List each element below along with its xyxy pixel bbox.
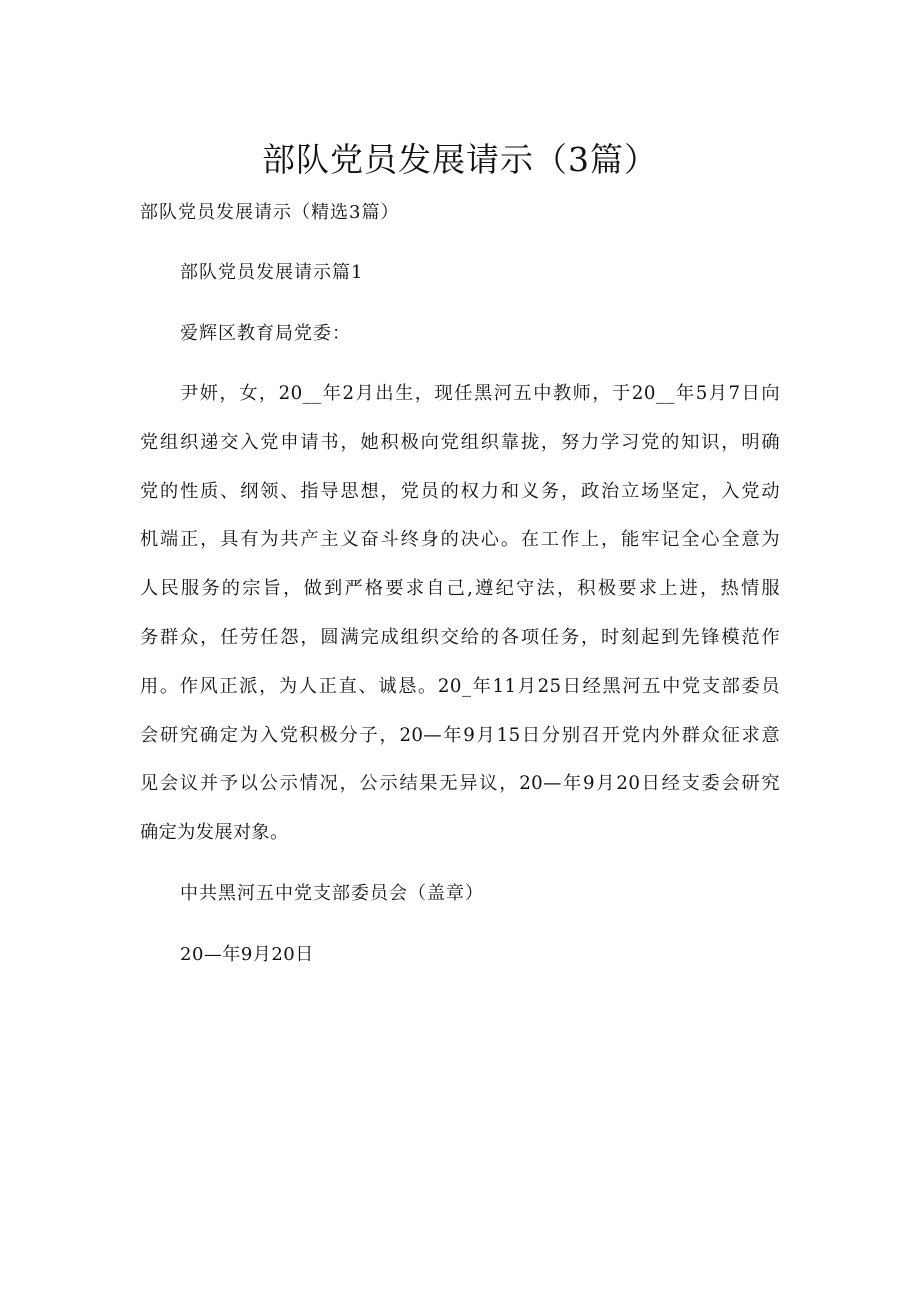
body-paragraph bbox=[140, 380, 780, 868]
body-line: 党组织递交入党申请书，她积极向党组织靠拢，努力学习党的知识，明确 bbox=[140, 431, 780, 453]
body-line: 确定为发展对象。 bbox=[140, 822, 289, 844]
signature-line: 中共黑河五中党支部委员会（盖章） bbox=[180, 883, 484, 904]
body-line: 尹妍，女，20__年2月出生，现任黑河五中教师，于20__年5月7日向 bbox=[180, 383, 780, 404]
body-line: 见会议并予以公示情况，公示结果无异议，20—年9月20日经支委会研究 bbox=[140, 773, 780, 795]
body-line: 党的性质、纲领、指导思想，党员的权力和义务，政治立场坚定，入党动 bbox=[140, 480, 780, 502]
section-heading: 部队党员发展请示篇1 bbox=[180, 262, 364, 283]
body-line: 用。作风正派，为人正直、诚恳。20_年11月25日经黑河五中党支部委员 bbox=[140, 675, 780, 697]
document-subtitle: 部队党员发展请示（精选3篇） bbox=[140, 202, 400, 223]
document-date: 20—年9月20日 bbox=[180, 944, 314, 965]
body-line: 人民服务的宗旨，做到严格要求自己,遵纪守法，积极要求上进，热情服 bbox=[140, 578, 780, 600]
body-line: 机端正，具有为共产主义奋斗终身的决心。在工作上，能牢记全心全意为 bbox=[140, 529, 780, 551]
document-title: 部队党员发展请示（3篇） bbox=[262, 140, 658, 179]
body-line: 务群众，任劳任怨，圆满完成组织交给的各项任务，时刻起到先锋模范作 bbox=[140, 626, 780, 648]
body-line: 会研究确定为入党积极分子，20—年9月15日分别召开党内外群众征求意 bbox=[140, 724, 780, 746]
addressee: 爱辉区教育局党委： bbox=[180, 323, 351, 344]
